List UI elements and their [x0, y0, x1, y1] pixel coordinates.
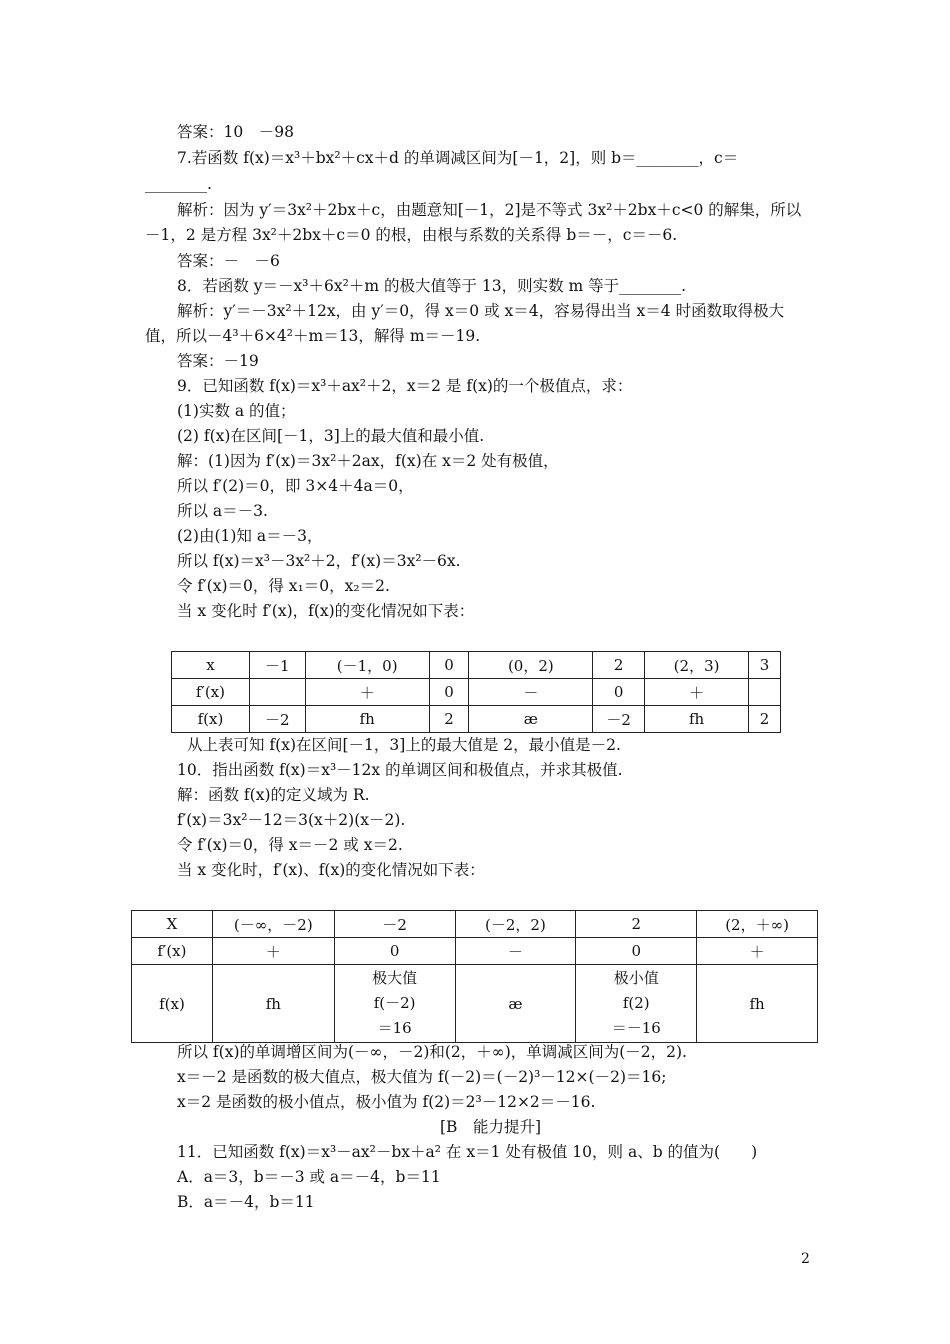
table-row [172, 679, 781, 706]
solution-10-line4: 当 x 变化时，f′(x)、f(x)的变化情况如下表： [177, 861, 485, 879]
table-cell: ＋ [697, 938, 818, 965]
table-cell: æ [455, 965, 576, 1043]
variation-table-1 [171, 651, 781, 733]
solution-10-conclusion1: 所以 f(x)的单调增区间为(－∞，－2)和(2，＋∞)，单调减区间为(－2，2). [177, 1043, 687, 1061]
table-cell: －2 [249, 706, 305, 733]
question-9-part2: (2) f(x)在区间[－1，3]上的最大值和最小值. [177, 427, 485, 445]
solution-10-line1: 解：函数 f(x)的定义域为 R. [177, 786, 370, 804]
table-row [172, 706, 781, 733]
table-cell [748, 679, 780, 706]
option-a: A．a＝3，b＝－3 或 a＝－4，b＝11 [177, 1168, 441, 1186]
solution-9-line6: 令 f′(x)＝0，得 x₁＝0，x₂＝2. [177, 577, 390, 595]
table-cell: － [469, 679, 593, 706]
answer-8: 答案：－19 [177, 352, 259, 370]
question-7-cont: ________. [145, 175, 212, 193]
answer-7: 答案：－ －6 [177, 252, 280, 270]
solution-9-line7: 当 x 变化时 f′(x)，f(x)的变化情况如下表： [177, 602, 475, 620]
table-cell: f′(x) [172, 679, 250, 706]
table-cell: X [132, 911, 213, 938]
page-number: 2 [801, 1251, 810, 1267]
table-cell: －1 [249, 652, 305, 679]
solution-9-line3: 所以 a＝－3. [177, 502, 268, 520]
table-cell: fh [212, 965, 334, 1043]
local-max-expr: f(－2) [373, 994, 416, 1012]
table-row [132, 965, 818, 1043]
table-cell: 0 [576, 938, 697, 965]
solution-9-line4: (2)由(1)知 a＝－3， [177, 527, 323, 545]
table-cell: (－∞，－2) [212, 911, 334, 938]
question-8: 8．若函数 y＝－x³＋6x²＋m 的极大值等于 13，则实数 m 等于________. [177, 277, 687, 295]
local-min-expr: f(2) [622, 994, 650, 1012]
table-cell: æ [469, 706, 593, 733]
solution-9-line1: 解：(1)因为 f′(x)＝3x²＋2ax，f(x)在 x＝2 处有极值， [177, 452, 559, 470]
table-cell: (－1，0) [305, 652, 429, 679]
local-max-cell [334, 965, 455, 1043]
table-cell: (2，＋∞) [697, 911, 818, 938]
table-cell: －2 [334, 911, 455, 938]
table-row [132, 911, 818, 938]
solution-10-conclusion3: x＝2 是函数的极小值点，极小值为 f(2)＝2³－12×2＝－16. [177, 1093, 596, 1111]
table-cell: ＋ [212, 938, 334, 965]
answer-6: 答案：10 －98 [177, 123, 294, 141]
solution-10-line3: 令 f′(x)＝0，得 x＝－2 或 x＝2. [177, 836, 403, 854]
solution-8: 解析：y′＝－3x²＋12x，由 y′＝0，得 x＝0 或 x＝4，容易得出当 x＝4 时函数取得极大 [177, 302, 785, 320]
table-row [132, 938, 818, 965]
table-cell: x [172, 652, 250, 679]
table-cell: 2 [593, 652, 645, 679]
table-row [172, 652, 781, 679]
solution-7-cont: －1，2 是方程 3x²＋2bx＋c＝0 的根，由根与系数的关系得 b＝－，c＝－6. [145, 226, 678, 244]
local-min-cell [576, 965, 697, 1043]
local-min-value: ＝－16 [611, 1019, 661, 1037]
variation-table-2 [131, 910, 818, 1043]
table-cell: 2 [429, 706, 469, 733]
table-cell: 0 [429, 679, 469, 706]
solution-10-conclusion2: x＝－2 是函数的极大值点，极大值为 f(－2)＝(－2)³－12×(－2)＝16; [177, 1068, 667, 1086]
table-cell: fh [645, 706, 749, 733]
question-10: 10．指出函数 f(x)＝x³－12x 的单调区间和极值点，并求其极值. [177, 761, 623, 779]
table-cell: ＋ [645, 679, 749, 706]
solution-7: 解析：因为 y′＝3x²＋2bx＋c，由题意知[－1，2]是不等式 3x²＋2bx＋c<0 的解集，所以 [177, 201, 802, 219]
table-cell: fh [697, 965, 818, 1043]
table1-conclusion: 从上表可知 f(x)在区间[－1，3]上的最大值是 2，最小值是－2. [187, 736, 621, 754]
solution-10-line2: f′(x)＝3x²－12＝3(x＋2)(x－2). [177, 811, 406, 829]
table-cell: (0，2) [469, 652, 593, 679]
table-cell: 2 [576, 911, 697, 938]
solution-9-line5: 所以 f(x)＝x³－3x²＋2，f′(x)＝3x²－6x. [177, 552, 461, 570]
table-cell: 0 [429, 652, 469, 679]
table-cell: f(x) [172, 706, 250, 733]
solution-9-line2: 所以 f′(2)＝0，即 3×4＋4a＝0， [177, 477, 414, 495]
table-cell: 3 [748, 652, 780, 679]
table-cell: (2，3) [645, 652, 749, 679]
question-7: 7.若函数 f(x)＝x³＋bx²＋cx＋d 的单调减区间为[－1，2]，则 b＝________，c＝ [177, 149, 739, 167]
section-heading: [B 能力提升] [440, 1118, 541, 1136]
table-cell: 2 [748, 706, 780, 733]
table-cell: f(x) [132, 965, 213, 1043]
local-max-value: ＝16 [377, 1019, 412, 1037]
table-cell [249, 679, 305, 706]
table-cell: －2 [593, 706, 645, 733]
local-max-label: 极大值 [372, 969, 418, 987]
table-cell: － [455, 938, 576, 965]
local-min-label: 极小值 [613, 969, 659, 987]
question-9-part1: (1)实数 a 的值； [177, 402, 296, 420]
table-cell: ＋ [305, 679, 429, 706]
table-cell: 0 [593, 679, 645, 706]
option-b: B．a＝－4，b＝11 [177, 1193, 315, 1211]
table-cell: fh [305, 706, 429, 733]
question-9: 9．已知函数 f(x)＝x³＋ax²＋2，x＝2 是 f(x)的一个极值点，求： [177, 377, 633, 395]
solution-8-cont: 值，所以－4³＋6×4²＋m＝13，解得 m＝－19. [145, 327, 481, 345]
table-cell: (－2，2) [455, 911, 576, 938]
question-11: 11．已知函数 f(x)＝x³－ax²－bx＋a² 在 x＝1 处有极值 10，则 a、b 的值为( ) [177, 1143, 758, 1161]
table-cell: f′(x) [132, 938, 213, 965]
table-cell: 0 [334, 938, 455, 965]
